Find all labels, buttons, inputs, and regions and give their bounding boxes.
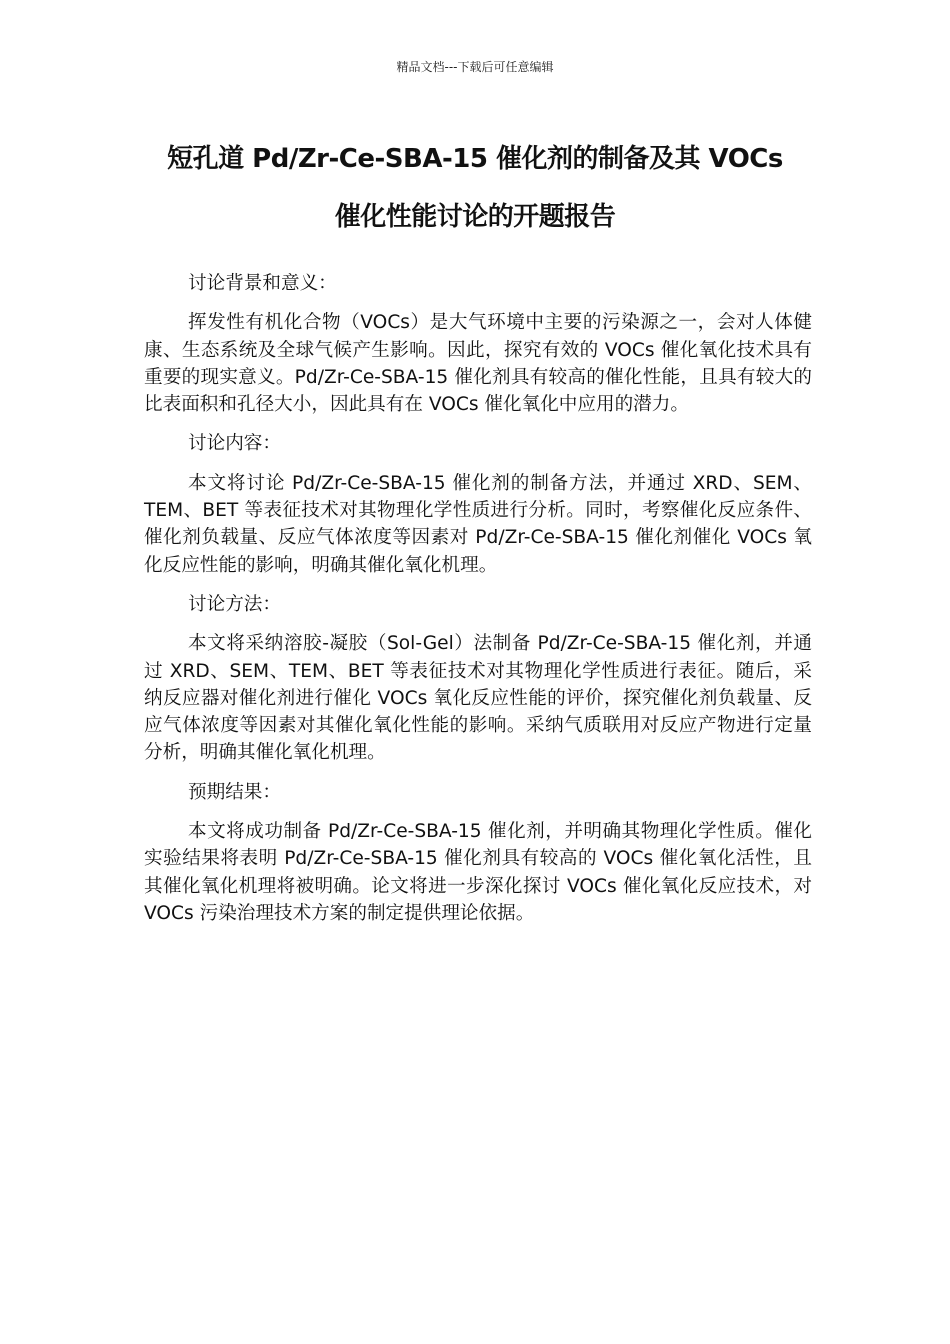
section-heading-method: 讨论方法： — [188, 593, 281, 615]
section-paragraph-results: 本文将成功制备 Pd/Zr-Ce-SBA-15 催化剂，并明确其物理化学性质。催化实验结果将表明 Pd/Zr-Ce-SBA-15 催化剂具有较高的 VOCs 催化氧化活性，且其催化氧化机理将被明确。论文将进一步深化探讨 VOCs 催化氧化反应技术，对 VOCs 污染治理技术方案的制定提供理论依据。 — [144, 821, 812, 924]
header-note: 精品文档---下载后可任意编辑 — [396, 60, 554, 74]
section-paragraph-method: 本文将采纳溶胶-凝胶（Sol-Gel）法制备 Pd/Zr-Ce-SBA-15 催化剂，并通过 XRD、SEM、TEM、BET 等表征技术对其物理化学性质进行表征。随后，采纳反应器对催化剂进行催化 VOCs 氧化反应性能的评价，探究催化剂负载量、反应气体浓度等因素对其催化氧化性能的影响。采纳气质联用对反应产物进行定量分析，明确其催化氧化机理。 — [144, 633, 812, 764]
document-title-line-1: 短孔道 Pd/Zr-Ce-SBA-15 催化剂的制备及其 VOCs — [167, 144, 783, 174]
document-title-line-2: 催化性能讨论的开题报告 — [334, 202, 616, 232]
section-heading-background: 讨论背景和意义： — [188, 273, 337, 294]
document-body — [144, 270, 812, 939]
section-heading-results: 预期结果： — [188, 781, 281, 803]
section-paragraph-content: 本文将讨论 Pd/Zr-Ce-SBA-15 催化剂的制备方法，并通过 XRD、SEM、TEM、BET 等表征技术对其物理化学性质进行分析。同时，考察催化反应条件、催化剂负载量、反应气体浓度等因素对 Pd/Zr-Ce-SBA-15 催化剂催化 VOCs 氧化反应性能的影响，明确其催化氧化机理。 — [144, 472, 812, 576]
section-heading-content: 讨论内容： — [188, 433, 281, 455]
section-paragraph-background: 挥发性有机化合物（VOCs）是大气环境中主要的污染源之一，会对人体健康、生态系统及全球气候产生影响。因此，探究有效的 VOCs 催化氧化技术具有重要的现实意义。Pd/Zr-Ce-SBA-15 催化剂具有较高的催化性能，且具有较大的比表面积和孔径大小，因此具有在 VOCs 催化氧化中应用的潜力。 — [144, 312, 812, 416]
